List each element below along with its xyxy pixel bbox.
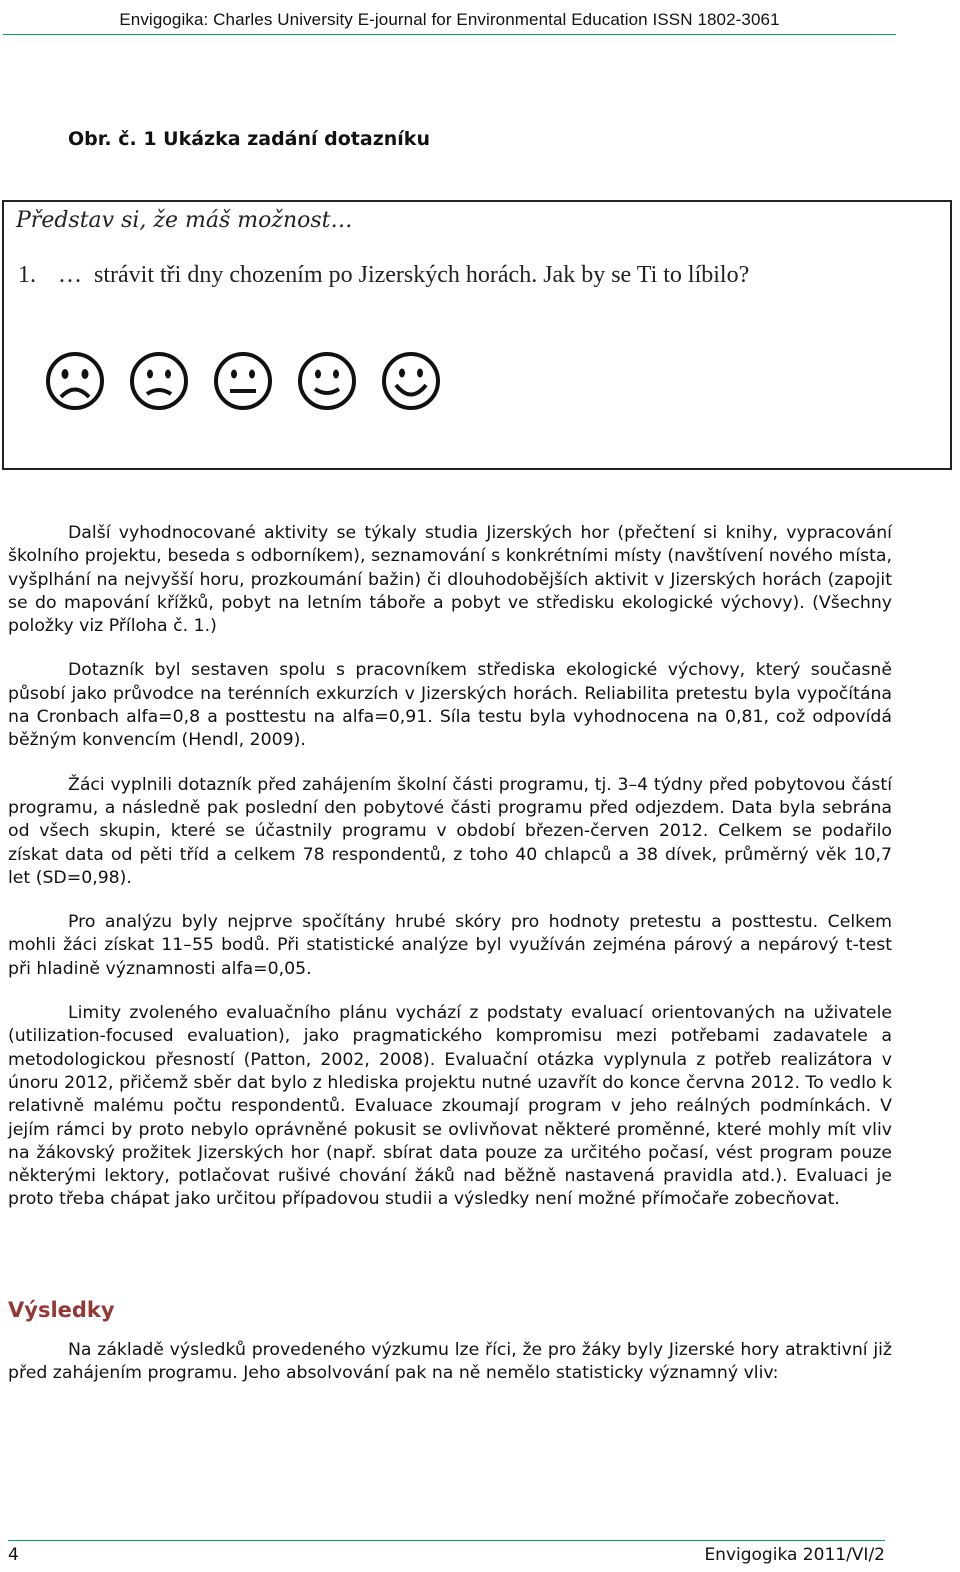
questionnaire-intro: Představ si, že máš možnost… xyxy=(16,208,353,233)
neutral-face-icon xyxy=(212,350,274,412)
paragraph: Pro analýzu byly nejprve spočítány hrubé skóry pro hodnoty pretestu a posttestu. Celkem mohli žáci získat 11–55 bodů. Při statistické analýze byl využíván zejména párový a nepárový t-test při hladině významnosti alfa=0,05. xyxy=(8,912,892,979)
sad-face-icon xyxy=(128,350,190,412)
page-footer xyxy=(8,1540,885,1565)
item-text: strávit tři dny chozením po Jizerských horách. Jak by se Ti to líbilo? xyxy=(94,262,750,288)
journal-header: Envigogika: Charles University E-journal for Environmental Education ISSN 1802-3061 xyxy=(3,10,896,35)
section-heading-results: Výsledky xyxy=(8,1298,115,1322)
questionnaire-sample-box xyxy=(2,200,952,470)
smiling-face-icon xyxy=(296,350,358,412)
very-sad-face-icon xyxy=(44,350,106,412)
paragraph: Další vyhodnocované aktivity se týkaly studia Jizerských hor (přečtení si knihy, vypracování školního projektu, beseda s odborníkem), seznamování s konkrétními místy (navštívení nového místa, vyšplhání na nejvyšší horu, prozkoumání bažin) či dlouhodobějších aktivit v Jizerských horách (zapojit se do mapování křížků, pobyt na letním táboře a pobyt ve středisku ekologické výchovy). (Všechny položky viz Příloha č. 1.) xyxy=(8,523,892,637)
paragraph: Žáci vyplnili dotazník před zahájením školní části programu, tj. 3–4 týdny před pobytovou částí programu, a následně pak poslední den pobytové části programu před odjezdem. Data byla sebrána od všech skupin, které se účastnily programu v období březen-červen 2012. Celkem se podařilo získat data od pěti tříd a celkem 78 respondentů, z toho 40 chlapců a 38 dívek, průměrný věk 10,7 let (SD=0,98). xyxy=(8,774,892,888)
very-happy-face-icon xyxy=(380,350,442,412)
item-number: 1. xyxy=(18,262,36,288)
journal-issue: Envigogika 2011/VI/2 xyxy=(704,1545,885,1565)
page-number: 4 xyxy=(8,1545,19,1565)
paragraph: Limity zvoleného evaluačního plánu vychází z podstaty evaluací orientovaných na uživatele (utilization-focused evaluation), jako pragmatického kompromisu mezi potřebami zadavatele a metodologickou přesností (Patton, 2002, 2008). Evaluační otázka vyplynula z potřeb realizátora v únoru 2012, přičemž sběr dat bylo z hlediska projektu nutné uzavřít do konce června 2012. To vedlo k relativně malému počtu respondentů. Evaluace zkoumají program v jeho reálných podmínkách. V jejím rámci by proto nebylo oprávněné pokusit se ovlivňovat některé proměnné, které mohly mít vliv na žákovský prožitek Jizerských hor (např. sbírat data pouze za určitého počasí, vést program pouze některými lektory, potlačovat rušivé chování žáků nad běžně nastavená pravidla atd.). Evaluaci je proto třeba chápat jako určitou případovou studii a výsledky není možné přímočaře zobecňovat. xyxy=(8,1003,892,1210)
item-ellipsis: … xyxy=(58,262,82,288)
results-text xyxy=(8,1339,892,1407)
questionnaire-item xyxy=(18,262,749,289)
paragraph: Na základě výsledků provedeného výzkumu lze říci, že pro žáky byly Jizerské hory atraktivní již před zahájením programu. Jeho absolvování pak na ně nemělo statisticky významný vliv: xyxy=(8,1340,892,1384)
methods-text xyxy=(8,522,892,1233)
figure-caption: Obr. č. 1 Ukázka zadání dotazníku xyxy=(68,128,430,150)
paragraph: Dotazník byl sestaven spolu s pracovníkem střediska ekologické výchovy, který současně působí jako průvodce na terénních exkurzích v Jizerských horách. Reliabilita pretestu byla vypočítána na Cronbach alfa=0,8 a posttestu na alfa=0,91. Síla testu byla vyhodnocena na 0,81, což odpovídá běžným konvencím (Hendl, 2009). xyxy=(8,660,892,751)
